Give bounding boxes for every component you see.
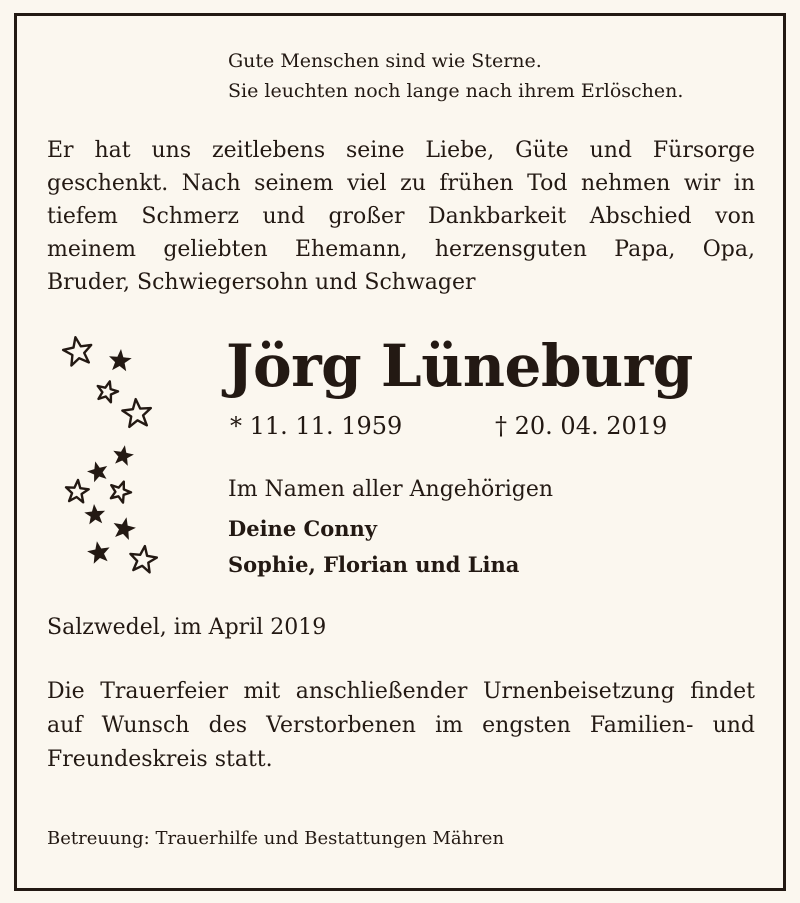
star-icon xyxy=(114,517,136,540)
star-icon xyxy=(84,504,105,524)
intro-line: tiefem Schmerz und großer Dankbarkeit Abschied von xyxy=(47,204,755,229)
star-icon xyxy=(87,461,107,482)
motto-line-2: Sie leuchten noch lange nach ihrem Erlöschen. xyxy=(228,80,684,102)
note-line: Die Trauerfeier mit anschließender Urnenbeisetzung findet xyxy=(47,679,755,704)
intro-line: Bruder, Schwiegersohn und Schwager xyxy=(47,270,476,295)
star-icon xyxy=(109,349,132,371)
signer-2: Sophie, Florian und Lina xyxy=(228,552,520,577)
deceased-name: Jörg Lüneburg xyxy=(226,332,693,400)
note-line: auf Wunsch des Verstorbenen im engsten Familien- und xyxy=(47,713,755,738)
place-date: Salzwedel, im April 2019 xyxy=(47,615,327,640)
star-icon xyxy=(98,381,118,402)
star-icon xyxy=(130,546,156,572)
ceremony-note xyxy=(47,675,755,777)
signer-1: Deine Conny xyxy=(228,516,377,541)
intro-line: meinem geliebten Ehemann, herzensguten Papa, Opa, xyxy=(47,237,755,262)
birth-date: * 11. 11. 1959 xyxy=(230,412,403,440)
star-icon xyxy=(113,445,134,466)
star-icon xyxy=(87,541,110,564)
star-icon xyxy=(63,337,91,365)
note-line: Freundeskreis statt. xyxy=(47,747,273,772)
motto xyxy=(228,46,683,106)
star-icon xyxy=(66,480,89,502)
intro-line: geschenkt. Nach seinem viel zu frühen Tod nehmen wir in xyxy=(47,171,755,196)
behalf-line: Im Namen aller Angehörigen xyxy=(228,477,554,502)
star-icon xyxy=(122,399,150,427)
intro-text xyxy=(47,134,755,299)
intro-line: Er hat uns zeitlebens seine Liebe, Güte und Fürsorge xyxy=(47,138,755,163)
stars-decoration xyxy=(55,330,175,580)
death-date: † 20. 04. 2019 xyxy=(495,412,668,440)
motto-line-1: Gute Menschen sind wie Sterne. xyxy=(228,50,542,72)
funeral-service: Betreuung: Trauerhilfe und Bestattungen Mähren xyxy=(47,828,505,849)
star-icon xyxy=(111,482,131,503)
